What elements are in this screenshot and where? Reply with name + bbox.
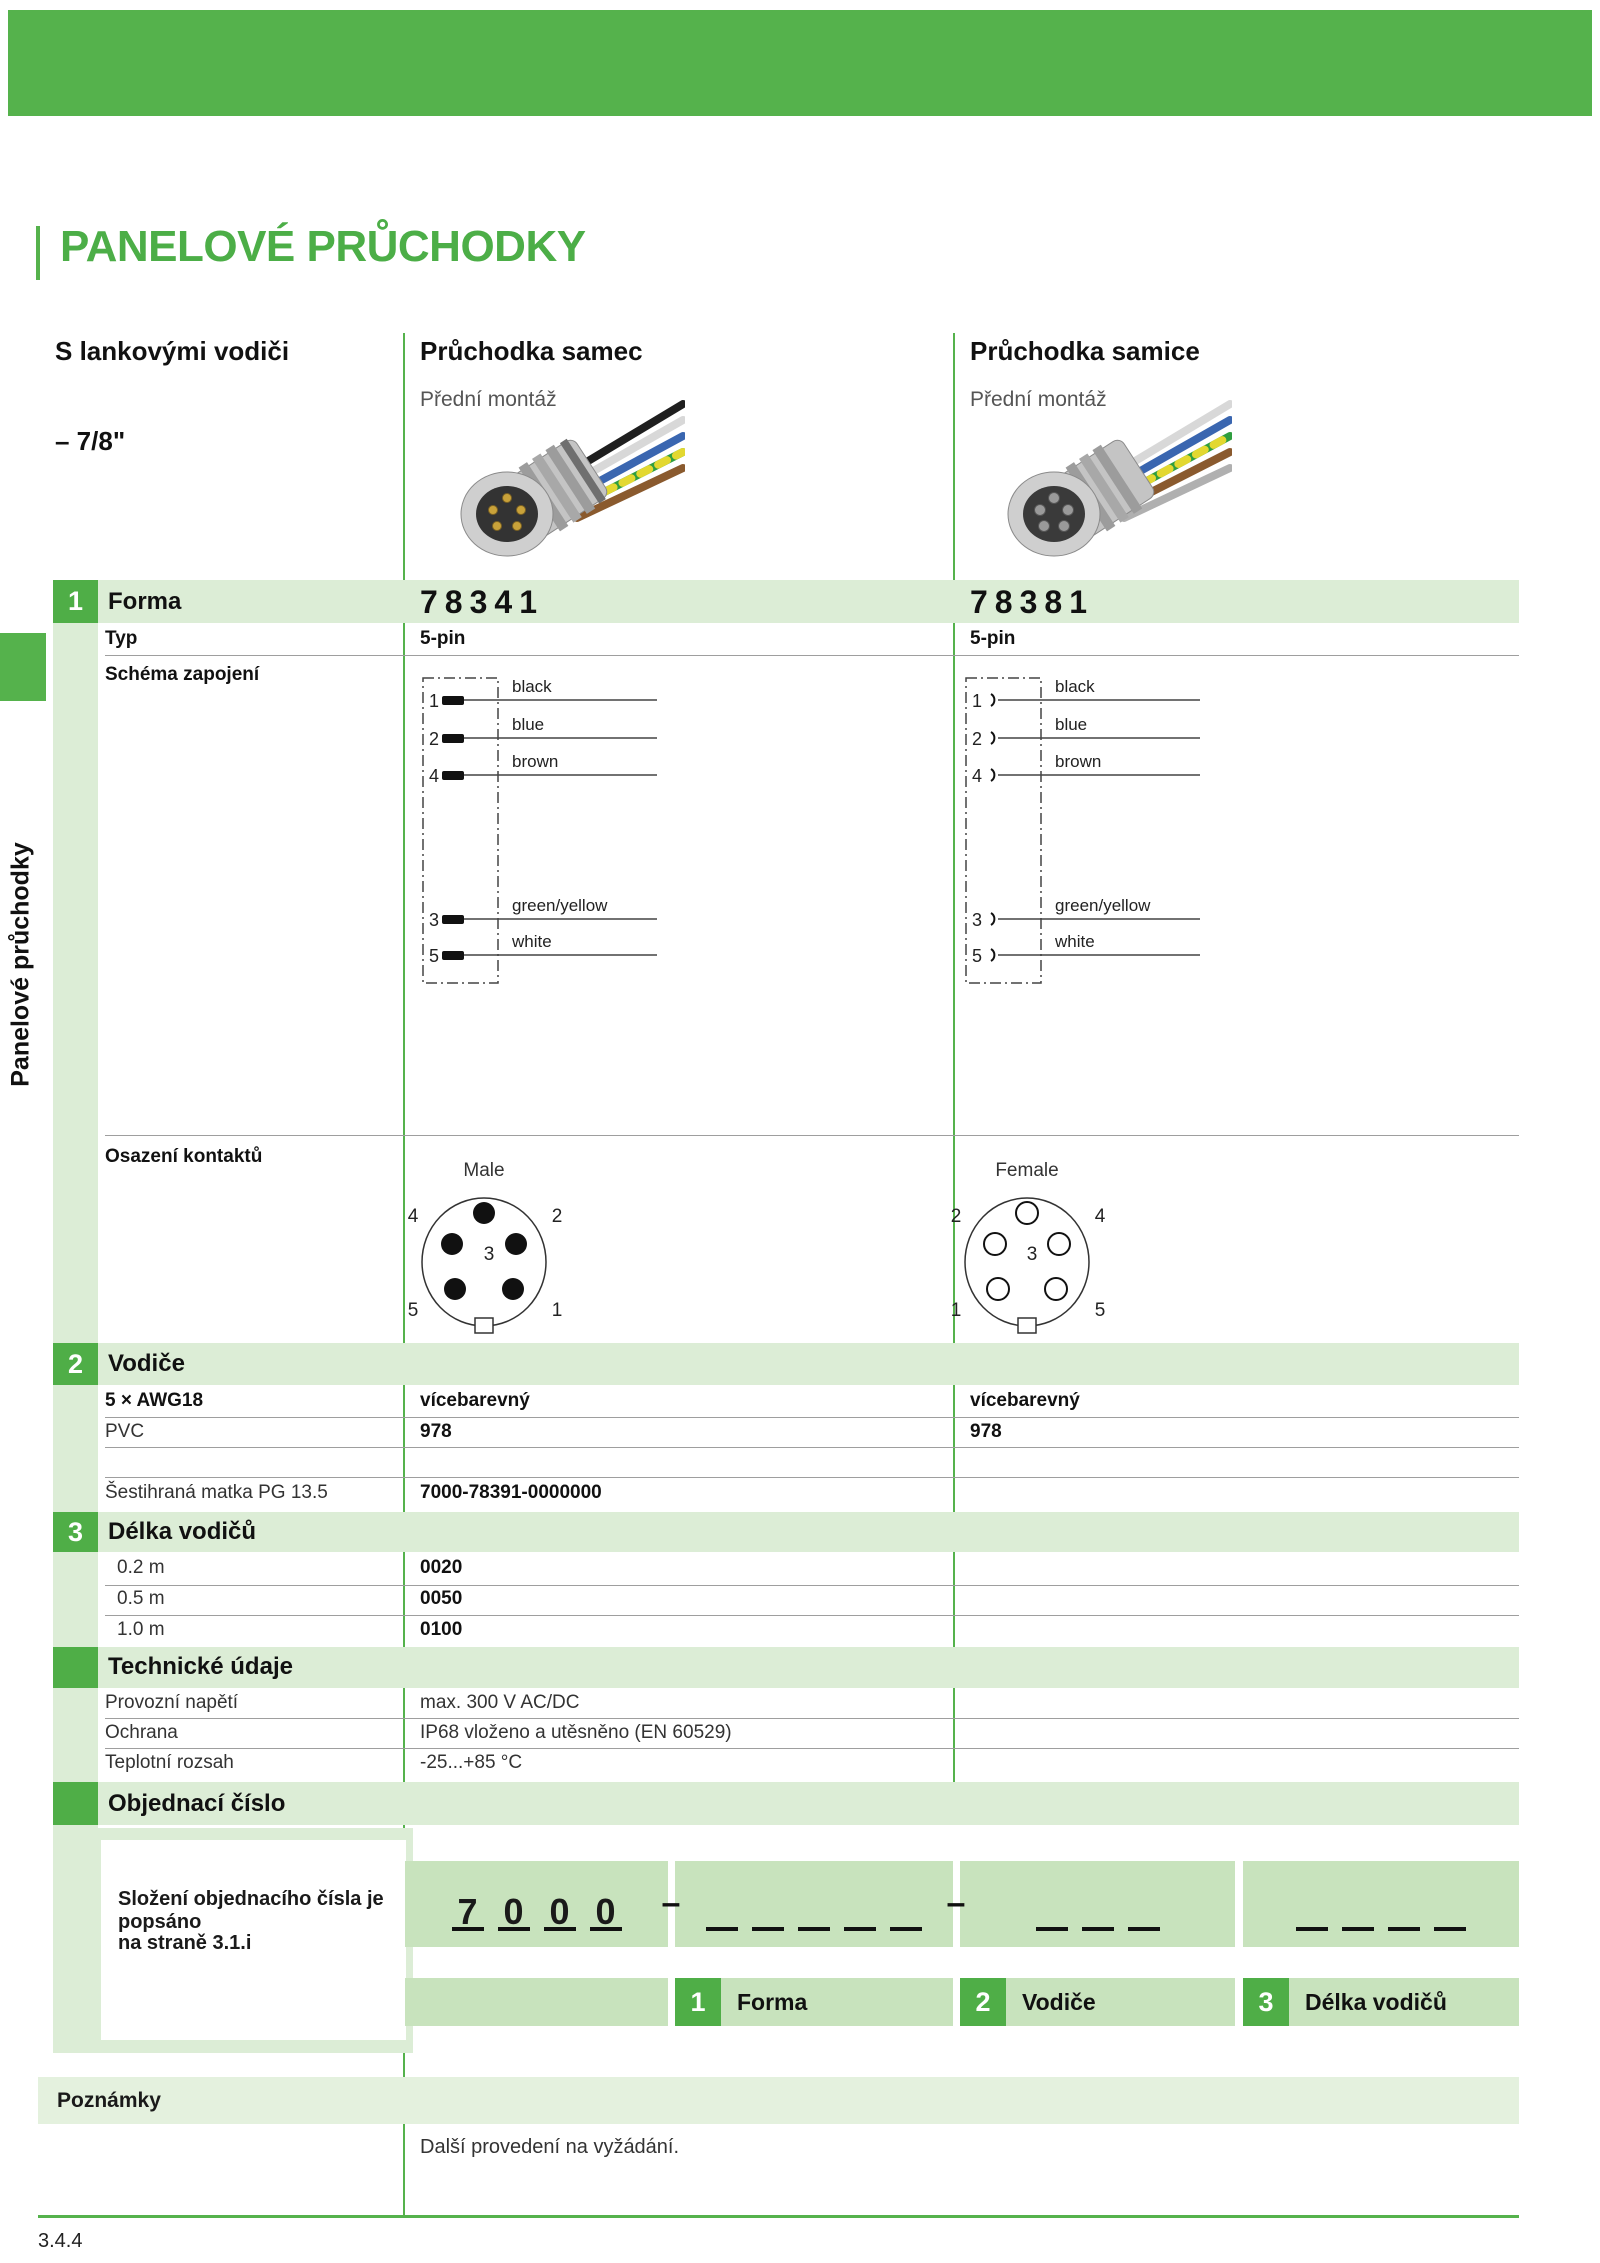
row-divider xyxy=(105,1477,1519,1478)
order-digit: 0 xyxy=(590,1897,622,1931)
female-contact-layout xyxy=(942,1150,1122,1350)
tech-row-value: -25...+85 °C xyxy=(420,1752,523,1773)
svg-text:5: 5 xyxy=(407,1300,419,1321)
badge-column-strip xyxy=(53,580,98,2046)
svg-text:4: 4 xyxy=(428,766,440,786)
variant-title: S lankovými vodiči xyxy=(55,336,290,366)
order-badge-2: 2 xyxy=(960,1978,1006,2026)
svg-text:1: 1 xyxy=(971,691,983,711)
row-divider xyxy=(105,1748,1519,1749)
hexnut-row-value: 7000-78391-0000000 xyxy=(420,1482,602,1503)
tech-row-label: Provozní napětí xyxy=(105,1692,239,1713)
forma-label: Forma xyxy=(108,588,182,615)
svg-text:3: 3 xyxy=(428,910,440,930)
wire-row-male: vícebarevný xyxy=(420,1390,530,1411)
order-note-line2: na straně 3.1.i xyxy=(118,1932,252,1954)
order-badge-3-label: Délka vodičů xyxy=(1305,1989,1447,2015)
svg-text:2: 2 xyxy=(950,1206,962,1227)
female-column-subtitle: Přední montáž xyxy=(970,388,1107,411)
order-digit: 0 xyxy=(498,1897,530,1931)
order-badge-2-label: Vodiče xyxy=(1022,1989,1096,2015)
technicke-band xyxy=(98,1647,1519,1688)
tech-row-value: IP68 vloženo a utěsněno (EN 60529) xyxy=(420,1722,732,1743)
order-slot xyxy=(890,1897,922,1931)
order-slot xyxy=(798,1897,830,1931)
male-wiring-diagram xyxy=(420,668,700,998)
technicke-label: Technické údaje xyxy=(108,1653,293,1680)
svg-text:brown: brown xyxy=(1055,752,1102,771)
row-divider xyxy=(105,655,1519,656)
order-note-line1: Složení objednacího čísla je popsáno xyxy=(118,1888,384,1933)
poznamky-label: Poznámky xyxy=(57,2089,161,2112)
order-label: Objednací číslo xyxy=(108,1790,286,1817)
svg-text:blue: blue xyxy=(512,715,545,734)
row-divider xyxy=(105,1447,1519,1448)
wire-row-label: 5 × AWG18 xyxy=(105,1390,204,1411)
male-column-title: Průchodka samec xyxy=(420,336,643,366)
svg-text:white: white xyxy=(1055,932,1095,951)
order-band xyxy=(98,1782,1519,1825)
delka-label: Délka vodičů xyxy=(108,1518,257,1545)
order-slot xyxy=(1434,1897,1466,1931)
poznamky-band xyxy=(38,2077,1519,2124)
side-tab xyxy=(0,710,44,1170)
section-3-badge: 3 xyxy=(53,1512,98,1552)
svg-text:Male: Male xyxy=(463,1160,505,1181)
svg-text:blue: blue xyxy=(1055,715,1088,734)
svg-text:3: 3 xyxy=(1026,1244,1038,1265)
order-digit: 7 xyxy=(452,1897,484,1931)
svg-text:Female: Female xyxy=(995,1160,1059,1181)
svg-text:1: 1 xyxy=(950,1300,962,1321)
contacts-label: Osazení kontaktů xyxy=(105,1146,263,1167)
column-divider-right xyxy=(953,333,955,1782)
side-tab-square xyxy=(0,633,46,701)
typ-label: Typ xyxy=(105,628,138,649)
order-slot xyxy=(1128,1897,1160,1931)
page-title: PANELOVÉ PRŮCHODKY xyxy=(60,222,586,271)
jacket-row-male: 978 xyxy=(420,1421,452,1442)
order-badge-1-label: Forma xyxy=(737,1989,808,2015)
order-block-delka xyxy=(1243,1861,1519,1947)
tech-row-value: max. 300 V AC/DC xyxy=(420,1692,580,1713)
order-badge-3: 3 xyxy=(1243,1978,1289,2026)
order-block-gap xyxy=(1235,1861,1243,1947)
row-divider xyxy=(105,1135,1519,1136)
vodice-band xyxy=(98,1343,1519,1385)
row-divider xyxy=(105,1718,1519,1719)
order-slot xyxy=(844,1897,876,1931)
length-row-label: 1.0 m xyxy=(117,1619,165,1640)
svg-text:brown: brown xyxy=(512,752,559,771)
order-slot xyxy=(1388,1897,1420,1931)
svg-text:5: 5 xyxy=(428,946,440,966)
svg-text:green/yellow: green/yellow xyxy=(1055,896,1151,915)
tech-row-label: Ochrana xyxy=(105,1722,178,1743)
svg-text:4: 4 xyxy=(971,766,983,786)
order-slot xyxy=(1036,1897,1068,1931)
schema-label: Schéma zapojení xyxy=(105,664,260,685)
svg-text:black: black xyxy=(1055,677,1095,696)
page-number: 3.4.4 xyxy=(38,2230,83,2252)
top-accent-bar xyxy=(8,10,1592,116)
order-block-vodice xyxy=(960,1861,1235,1947)
male-contact-layout xyxy=(399,1150,579,1350)
technicke-badge xyxy=(53,1647,98,1688)
typ-female-value: 5-pin xyxy=(970,628,1016,649)
length-row-value: 0020 xyxy=(420,1557,463,1578)
svg-text:black: black xyxy=(512,677,552,696)
svg-text:3: 3 xyxy=(483,1244,495,1265)
svg-text:1: 1 xyxy=(551,1300,563,1321)
order-block-prefix xyxy=(405,1861,668,1947)
row-divider xyxy=(105,1585,1519,1586)
order-block-forma xyxy=(675,1861,953,1947)
wire-row-female: vícebarevný xyxy=(970,1390,1080,1411)
svg-text:4: 4 xyxy=(1094,1206,1106,1227)
side-tab-label: Panelové průchodky xyxy=(6,842,35,1087)
poznamky-note: Další provedení na vyžádání. xyxy=(420,2136,680,2158)
order-dash: – xyxy=(661,1884,681,1922)
female-wiring-diagram xyxy=(963,668,1243,998)
length-row-label: 0.5 m xyxy=(117,1588,165,1609)
svg-text:white: white xyxy=(512,932,552,951)
svg-text:green/yellow: green/yellow xyxy=(512,896,608,915)
svg-text:5: 5 xyxy=(971,946,983,966)
order-slot xyxy=(706,1897,738,1931)
svg-text:1: 1 xyxy=(428,691,440,711)
order-digit: 0 xyxy=(544,1897,576,1931)
delka-band xyxy=(98,1512,1519,1552)
jacket-row-label: PVC xyxy=(105,1421,145,1442)
svg-text:2: 2 xyxy=(551,1206,563,1227)
title-accent-bar xyxy=(36,226,40,280)
forma-female-value: 78381 xyxy=(970,584,1094,620)
svg-text:4: 4 xyxy=(407,1206,419,1227)
forma-band xyxy=(98,580,1519,623)
section-1-badge: 1 xyxy=(53,580,98,623)
svg-text:5: 5 xyxy=(1094,1300,1106,1321)
order-badge-1: 1 xyxy=(675,1978,721,2026)
svg-text:2: 2 xyxy=(971,729,983,749)
svg-text:2: 2 xyxy=(428,729,440,749)
male-column-subtitle: Přední montáž xyxy=(420,388,557,411)
order-slot xyxy=(752,1897,784,1931)
forma-male-value: 78341 xyxy=(420,584,544,620)
row-divider xyxy=(105,1417,1519,1418)
badge-strip xyxy=(405,1978,668,2026)
male-connector-photo xyxy=(425,392,685,574)
order-slot xyxy=(1082,1897,1114,1931)
female-connector-photo xyxy=(972,392,1232,574)
thread-size: – 7/8" xyxy=(55,426,126,456)
section-2-badge: 2 xyxy=(53,1343,98,1385)
footer-rule xyxy=(38,2215,1519,2218)
female-column-title: Průchodka samice xyxy=(970,336,1200,366)
length-row-value: 0100 xyxy=(420,1619,463,1640)
order-slot xyxy=(1342,1897,1374,1931)
order-slot xyxy=(1296,1897,1328,1931)
typ-male-value: 5-pin xyxy=(420,628,466,649)
svg-text:3: 3 xyxy=(971,910,983,930)
jacket-row-female: 978 xyxy=(970,1421,1002,1442)
length-row-value: 0050 xyxy=(420,1588,463,1609)
order-dash: – xyxy=(946,1884,966,1922)
vodice-label: Vodiče xyxy=(108,1350,185,1377)
order-badge xyxy=(53,1782,98,1825)
tech-row-label: Teplotní rozsah xyxy=(105,1752,234,1773)
row-divider xyxy=(105,1615,1519,1616)
hexnut-row-label: Šestihraná matka PG 13.5 xyxy=(105,1482,328,1503)
length-row-label: 0.2 m xyxy=(117,1557,165,1578)
